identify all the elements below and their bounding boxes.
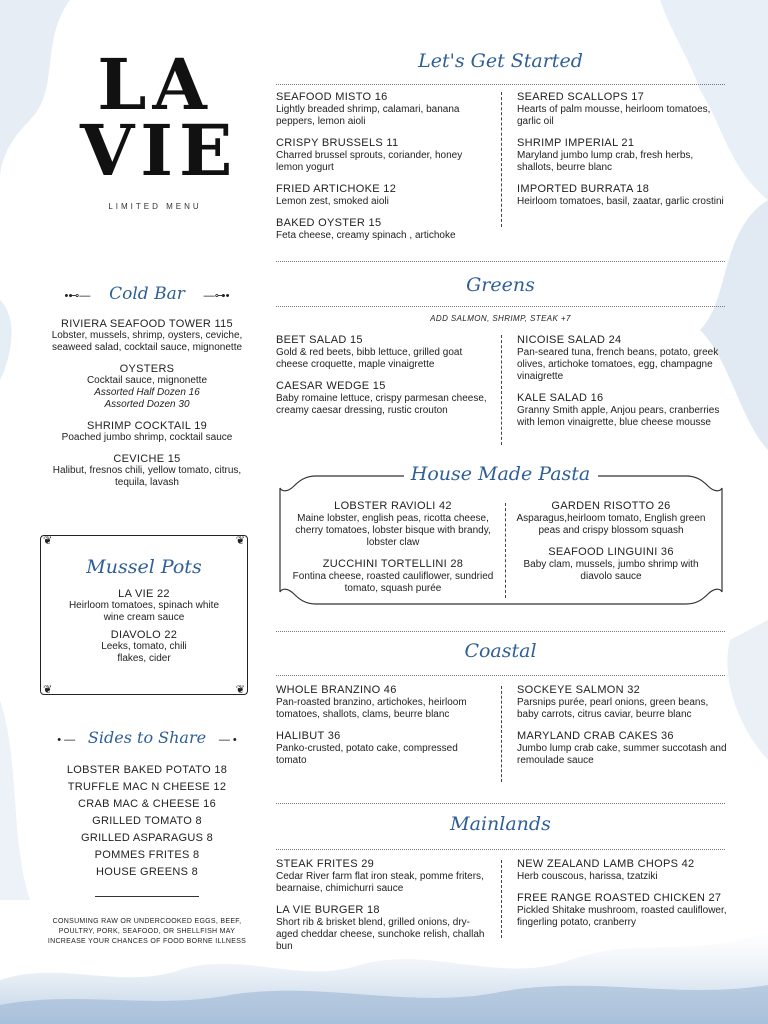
menu-item (38, 420, 256, 444)
column-divider (501, 860, 502, 938)
item-name: DIAVOLO 22 (110, 629, 178, 641)
item-name: SHRIMP COCKTAIL 19 (86, 420, 208, 432)
divider (276, 261, 725, 263)
column-divider (501, 92, 502, 227)
side-item: TRUFFLE MAC N CHEESE 12 (67, 781, 227, 793)
logo-line2: VIE (80, 109, 239, 192)
divider (95, 896, 199, 897)
divider (276, 306, 725, 308)
column-divider (505, 503, 506, 598)
item-name: GARDEN RISOTTO 26 (551, 500, 671, 512)
pasta-right-column (512, 500, 710, 592)
item-desc: Lemon zest, smoked aioli (276, 196, 389, 207)
mussel-pots-title: Mussel Pots (86, 556, 202, 578)
item-desc: Lightly breaded shrimp, calamari, banana peppers, lemon aioli (276, 104, 460, 127)
item-desc: Short rib & brisket blend, grilled onions, dry-aged cheddar cheese, sunchoke relish, challah bun (276, 917, 485, 952)
divider (276, 803, 725, 805)
corner-flourish-icon: ❦ (235, 684, 245, 696)
item-name: KALE SALAD 16 (517, 392, 604, 404)
mussel-pots-box (40, 535, 248, 695)
item-name: STEAK FRITES 29 (276, 858, 375, 870)
menu-item (276, 137, 486, 174)
item-name: ZUCCHINI TORTELLINI 28 (322, 558, 464, 570)
side-item: GRILLED TOMATO 8 (92, 815, 202, 827)
menu-item (517, 892, 727, 929)
flourish-right-icon: — • (218, 734, 237, 746)
side-item: GRILLED ASPARAGUS 8 (80, 832, 214, 844)
food-safety-disclaimer: CONSUMING RAW OR UNDERCOOKED EGGS, BEEF, POULTRY, PORK, SEAFOOD, OR SHELLFISH MAY INCREASE YOUR CHANCES OF FOOD BORNE ILLNESS (47, 918, 247, 945)
menu-item (38, 363, 256, 411)
item-name: NEW ZEALAND LAMB CHOPS 42 (517, 858, 695, 870)
item-desc: Granny Smith apple, Anjou pears, cranberries with lemon vinaigrette, blue cheese mousse (517, 405, 720, 428)
started-title: Let's Get Started (418, 50, 583, 72)
item-name: SOCKEYE SALMON 32 (517, 684, 641, 696)
item-name: NICOISE SALAD 24 (517, 334, 622, 346)
menu-item (276, 334, 488, 371)
item-desc: Heirloom tomatoes, basil, zaatar, garlic crostini (517, 196, 724, 207)
item-desc: Pickled Shitake mushroom, roasted cauliflower, fingerling potato, cranberry (517, 905, 727, 928)
item-desc: Heirloom tomatoes, spinach white wine cream sauce (68, 600, 220, 623)
mainlands-left-column (276, 858, 488, 962)
item-name: LA VIE 22 (118, 588, 170, 600)
item-name: CRISPY BRUSSELS 11 (276, 137, 399, 149)
item-desc: Fontina cheese, roasted cauliflower, sundried tomato, squash purée (292, 571, 494, 594)
menu-item (288, 558, 498, 595)
divider (276, 84, 725, 86)
item-desc: Pan-roasted branzino, artichokes, heirloom tomatoes, shallots, clams, beurre blanc (276, 697, 467, 720)
item-desc: Jumbo lump crab cake, summer succotash and remoulade sauce (517, 743, 727, 766)
coastal-left-column (276, 684, 488, 776)
flourish-left-icon: • — (57, 734, 76, 746)
menu-item (38, 453, 256, 489)
item-desc: Baby clam, mussels, jumbo shrimp with diavolo sauce (523, 559, 699, 582)
side-item: LOBSTER BAKED POTATO 18 (66, 764, 228, 776)
pasta-left-column (288, 500, 498, 604)
mainlands-right-column (517, 858, 727, 938)
item-name: HALIBUT 36 (276, 730, 341, 742)
menu-item (276, 730, 488, 767)
greens-right-column (517, 334, 727, 438)
side-item: POMMES FRITES 8 (94, 849, 200, 861)
corner-flourish-icon: ❦ (43, 684, 53, 696)
coastal-right-column (517, 684, 727, 776)
menu-item (512, 546, 710, 583)
logo-line1: LA (97, 43, 213, 126)
greens-addon: ADD SALMON, SHRIMP, STEAK +7 (430, 314, 571, 323)
menu-item (276, 684, 488, 721)
item-name: SEAFOOD MISTO 16 (276, 91, 388, 103)
divider (276, 675, 725, 677)
cold-bar-heading (38, 284, 256, 304)
item-desc: Panko-crusted, potato cake, compressed tomato (276, 743, 458, 766)
started-left-column (276, 91, 486, 251)
item-desc: Lobster, mussels, shrimp, oysters, ceviche, seaweed salad, cocktail sauce, mignonette (51, 330, 243, 353)
side-item: HOUSE GREENS 8 (95, 866, 198, 878)
item-desc: Cocktail sauce, mignonette (86, 375, 208, 386)
sides-title: Sides to Share (87, 728, 207, 747)
divider (276, 849, 725, 851)
flourish-left-icon: •⊷— (64, 290, 91, 302)
logo (80, 43, 239, 211)
menu-item (517, 730, 727, 767)
item-desc: Pan-seared tuna, french beans, potato, greek olives, artichoke tomatoes, egg, champagne vinaigrette (517, 347, 719, 382)
item-desc: Feta cheese, creamy spinach , artichoke (276, 230, 456, 241)
flourish-right-icon: —⊶• (203, 290, 230, 302)
divider (276, 631, 725, 633)
column-divider (501, 686, 502, 782)
item-desc: Hearts of palm mousse, heirloom tomatoes, garlic oil (517, 104, 711, 127)
menu-item (276, 380, 488, 417)
item-name: OYSTERS (119, 363, 175, 375)
item-desc: Parsnips purée, pearl onions, green beans, baby carrots, citrus caviar, beurre blanc (517, 697, 709, 720)
item-name: MARYLAND CRAB CAKES 36 (517, 730, 674, 742)
menu-item (276, 91, 486, 128)
item-desc: Herb couscous, harissa, tzatziki (517, 871, 658, 882)
menu-item (276, 217, 486, 242)
sides-section (38, 728, 256, 947)
coastal-title: Coastal (464, 640, 537, 662)
item-desc: Leeks, tomato, chili flakes, cider (101, 641, 187, 664)
pasta-title: House Made Pasta (410, 463, 591, 485)
menu-item (517, 858, 727, 883)
item-option: Assorted Dozen 30 (104, 399, 190, 410)
item-desc: Maryland jumbo lump crab, fresh herbs, shallots, beurre blanc (517, 150, 694, 173)
item-desc: Poached jumbo shrimp, cocktail sauce (61, 432, 233, 443)
item-name: LOBSTER RAVIOLI 42 (334, 500, 452, 512)
corner-flourish-icon: ❦ (235, 535, 245, 547)
logo-subtitle: LIMITED MENU (108, 202, 202, 211)
item-name: FRIED ARTICHOKE 12 (276, 183, 397, 195)
item-name: BEET SALAD 15 (276, 334, 363, 346)
item-name: SEARED SCALLOPS 17 (517, 91, 645, 103)
greens-left-column (276, 334, 488, 426)
column-divider (501, 335, 502, 445)
item-name: FREE RANGE ROASTED CHICKEN 27 (517, 892, 722, 904)
item-name: WHOLE BRANZINO 46 (276, 684, 397, 696)
sides-list (38, 764, 256, 878)
item-desc: Halibut, fresnos chili, yellow tomato, citrus, tequila, lavash (52, 465, 242, 488)
item-desc: Cedar River farm flat iron steak, pomme friters, bearnaise, chimichurri sauce (276, 871, 484, 894)
menu-item (517, 392, 727, 429)
mainlands-title: Mainlands (450, 813, 551, 835)
item-desc: Baby romaine lettuce, crispy parmesan cheese, creamy caesar dressing, rustic crouton (276, 393, 487, 416)
menu-item (38, 318, 256, 354)
item-name: SHRIMP IMPERIAL 21 (517, 137, 635, 149)
menu-item (276, 904, 488, 953)
sides-heading (38, 728, 256, 748)
item-name: SEAFOOD LINGUINI 36 (548, 546, 674, 558)
item-desc: Asparagus,heirloom tomato, English green peas and crispy blossom squash (516, 513, 706, 536)
item-name: CEVICHE 15 (113, 453, 181, 465)
menu-item (517, 137, 725, 174)
item-desc: Charred brussel sprouts, coriander, honey lemon yogurt (276, 150, 463, 173)
menu-item (517, 334, 727, 383)
side-item: CRAB MAC & CHEESE 16 (77, 798, 217, 810)
item-name: IMPORTED BURRATA 18 (517, 183, 650, 195)
item-desc: Maine lobster, english peas, ricotta cheese, cherry tomatoes, lobster bisque with brandy, lobster claw (295, 513, 491, 548)
item-option: Assorted Half Dozen 16 (94, 387, 200, 398)
menu-item (517, 91, 725, 128)
menu-item (517, 684, 727, 721)
item-name: BAKED OYSTER 15 (276, 217, 382, 229)
item-desc: Gold & red beets, bibb lettuce, grilled goat cheese croquette, maple vinaigrette (276, 347, 463, 370)
item-name: RIVIERA SEAFOOD TOWER 115 (61, 318, 233, 330)
menu-item (288, 500, 498, 549)
menu-item (512, 500, 710, 537)
menu-item (517, 183, 725, 208)
corner-flourish-icon: ❦ (43, 535, 53, 547)
cold-bar-title: Cold Bar (109, 284, 185, 304)
item-name: LA VIE BURGER 18 (276, 904, 380, 916)
started-right-column (517, 91, 725, 217)
menu-item (276, 183, 486, 208)
menu-item (276, 858, 488, 895)
greens-title: Greens (466, 274, 535, 296)
item-name: CAESAR WEDGE 15 (276, 380, 386, 392)
cold-bar-section (38, 284, 256, 498)
